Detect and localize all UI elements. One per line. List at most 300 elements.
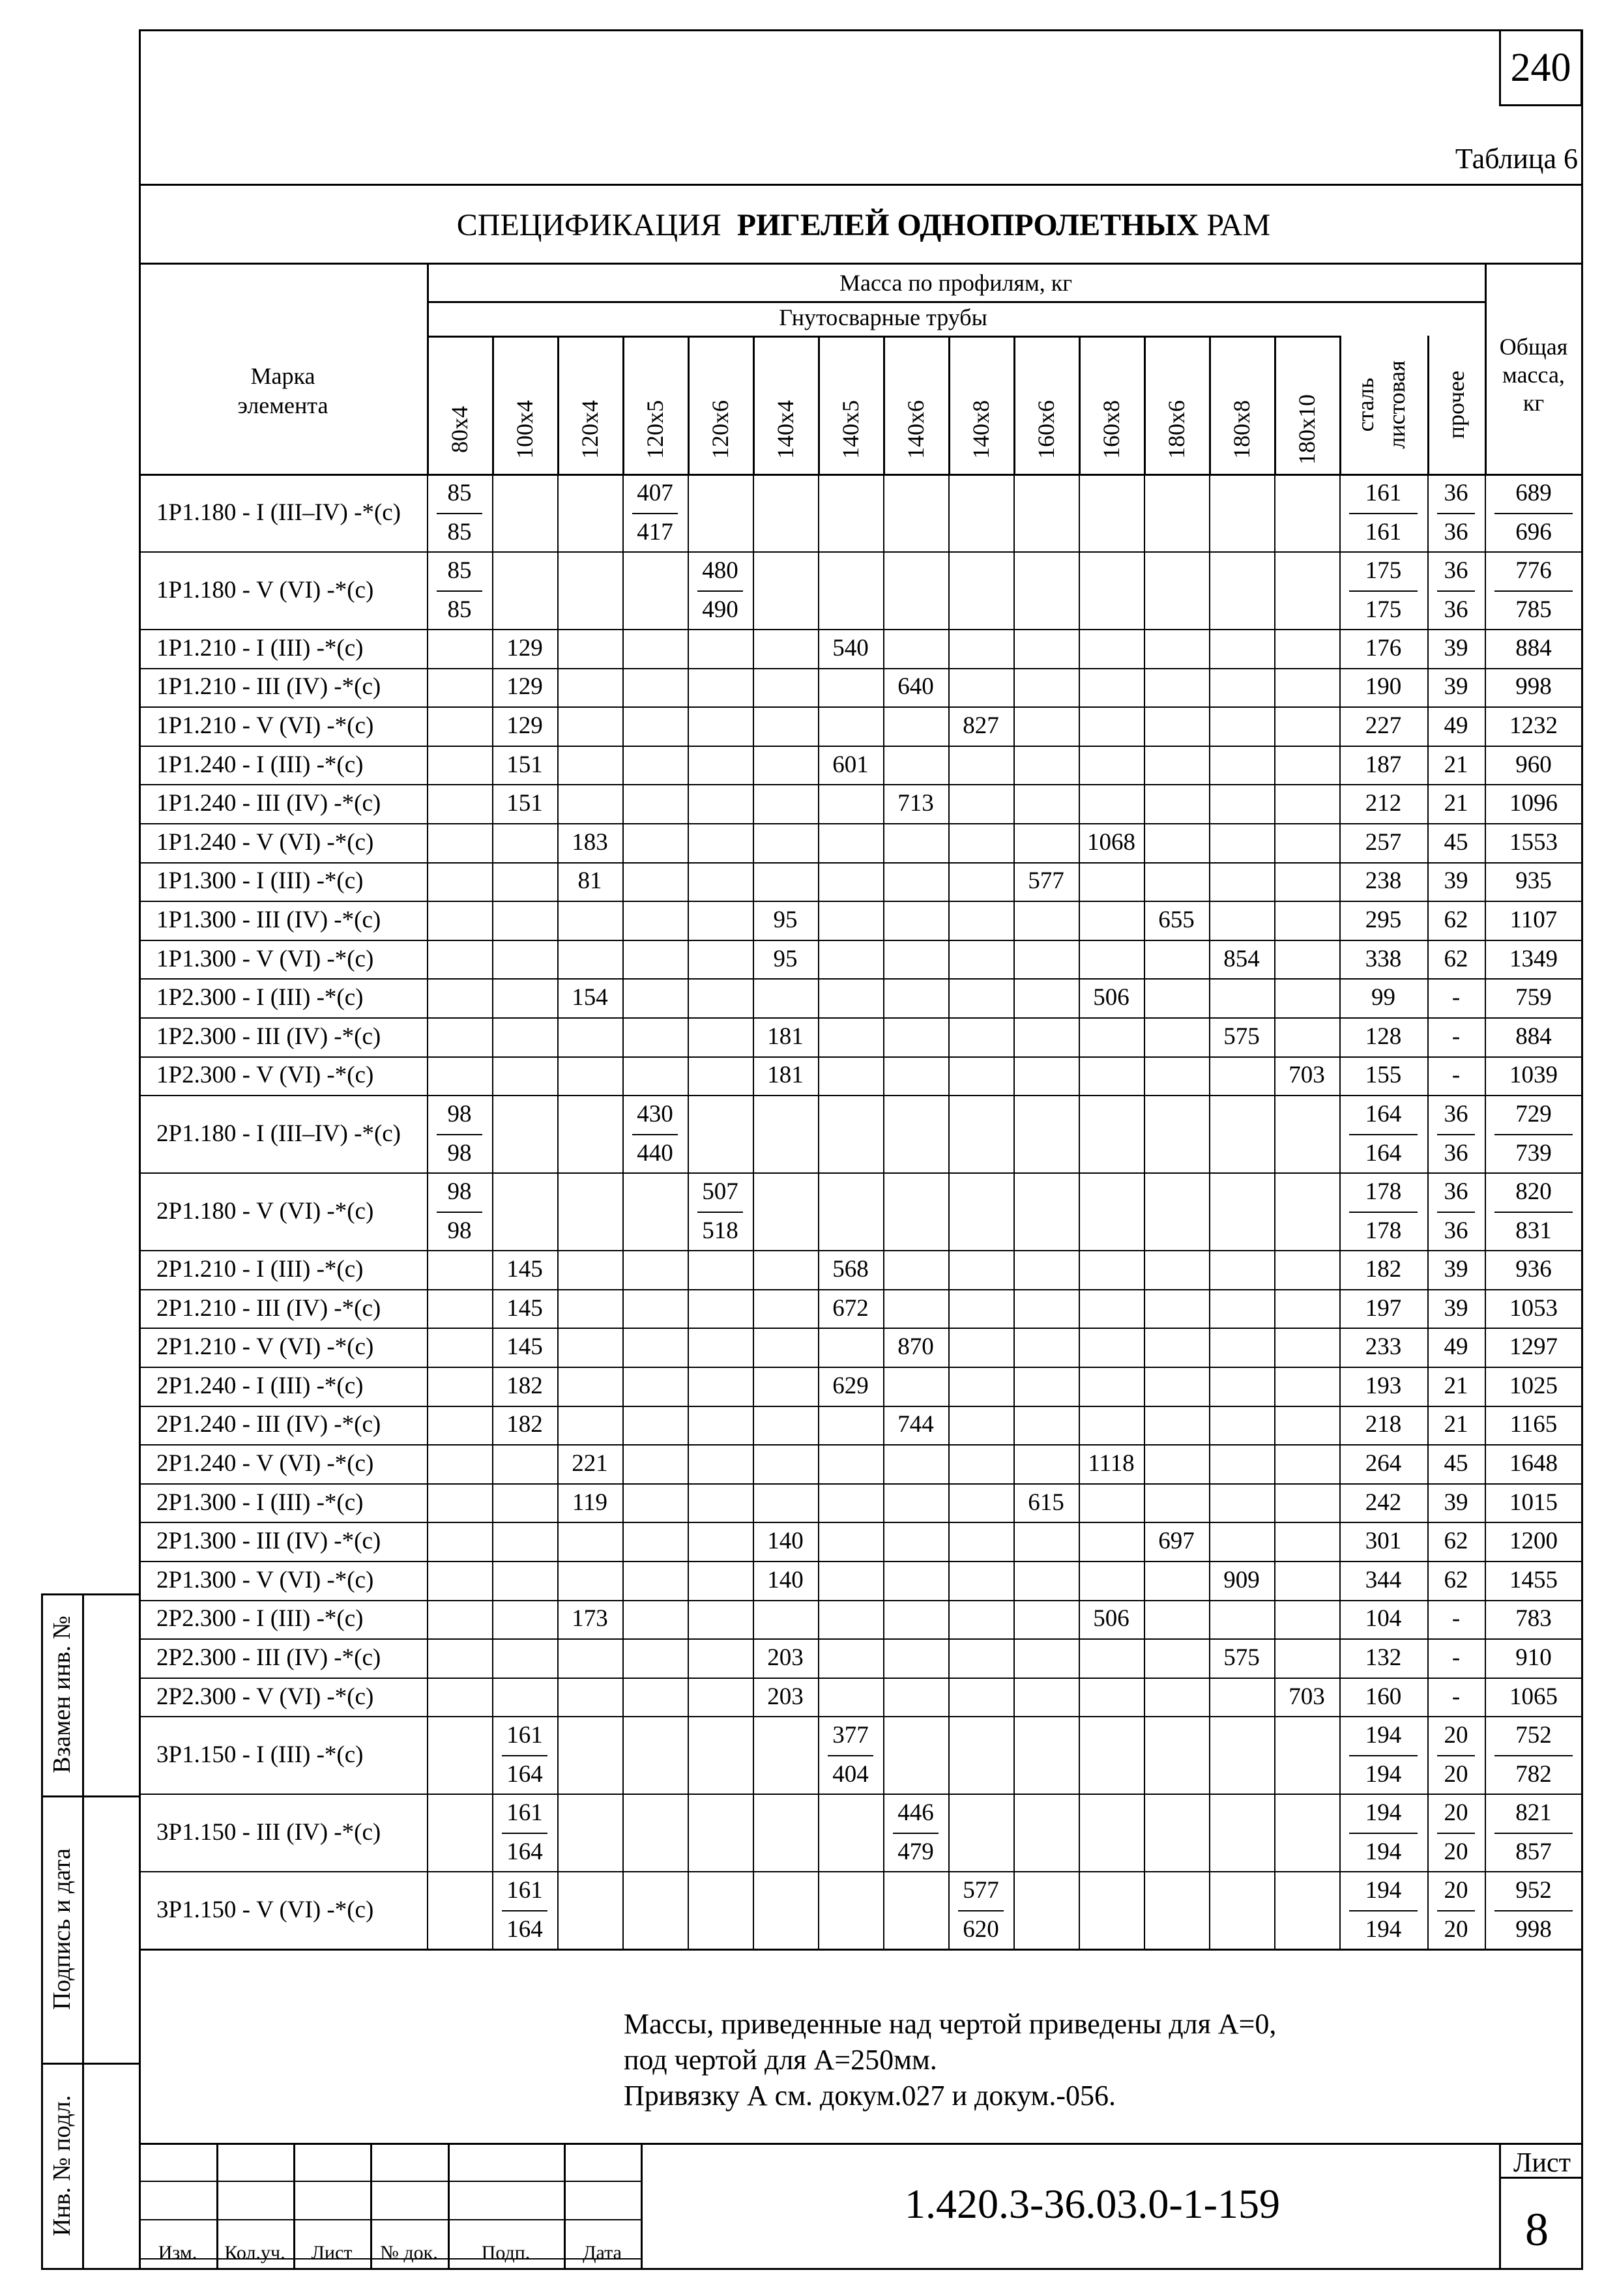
profile-header: 180x10	[1294, 394, 1320, 465]
other-cell: 62	[1444, 945, 1468, 972]
steel-cell: 128	[1365, 1023, 1402, 1050]
fraction-line	[437, 590, 482, 592]
col-rule	[1144, 336, 1146, 474]
total-cell: 910	[1515, 1644, 1552, 1671]
total-cell: 785	[1515, 596, 1552, 623]
fraction-line	[1349, 590, 1418, 592]
col-rule	[1013, 336, 1015, 474]
total-cell: 1025	[1509, 1372, 1558, 1399]
col-rule	[1079, 336, 1081, 474]
stamp-label: Изм.	[158, 2242, 197, 2263]
profile-header: 140x8	[968, 400, 994, 459]
fraction-line	[1494, 1755, 1573, 1756]
row-mark: 2Р1.240 - I (III) -*(с)	[156, 1372, 364, 1399]
fraction-line	[1349, 1833, 1418, 1834]
profile-header: 140x6	[903, 400, 929, 459]
mass-cell: 181	[767, 1023, 804, 1050]
side-rule	[41, 1593, 43, 2269]
steel-cell: 161	[1365, 480, 1402, 506]
mass-header: Масса по профилям, кг	[839, 270, 1073, 296]
mass-cell: 182	[506, 1411, 543, 1438]
side-label: Инв. № подл.	[48, 2095, 76, 2236]
total-cell: 998	[1515, 1916, 1552, 1943]
row-rule	[139, 1328, 1582, 1329]
mass-cell: 601	[832, 751, 869, 778]
mass-cell: 98	[447, 1217, 472, 1244]
mass-cell: 119	[572, 1489, 608, 1516]
row-rule	[139, 668, 1582, 669]
stamp-label: Подп.	[481, 2242, 531, 2263]
total-cell: 1200	[1509, 1528, 1558, 1555]
col-rule	[557, 474, 559, 1949]
mass-cell: 164	[506, 1916, 543, 1943]
row-rule	[139, 823, 1582, 824]
side-label: Подпись и дата	[48, 1848, 76, 2011]
steel-cell: 175	[1365, 596, 1402, 623]
row-rule	[139, 1289, 1582, 1290]
row-mark: 1Р1.180 - I (III–IV) -*(с)	[156, 499, 401, 526]
mass-cell: 145	[506, 1294, 543, 1322]
mass-cell: 640	[897, 673, 934, 701]
steel-cell: 194	[1365, 1877, 1402, 1904]
row-rule	[139, 1172, 1582, 1174]
steel-cell: 301	[1365, 1528, 1402, 1555]
other-cell: 36	[1444, 1101, 1468, 1128]
stamp-label: Дата	[583, 2242, 622, 2263]
row-rule	[139, 1522, 1582, 1523]
mass-cell: 703	[1289, 1062, 1325, 1089]
title-top-line	[139, 184, 1583, 186]
stamp-rule	[139, 2143, 141, 2268]
mass-cell: 446	[897, 1799, 934, 1827]
stamp-rule	[448, 2143, 450, 2268]
mass-cell: 575	[1223, 1644, 1260, 1671]
other-header: прочее	[1443, 370, 1469, 439]
steel-cell: 194	[1365, 1916, 1402, 1943]
other-cell: 49	[1444, 712, 1468, 739]
row-mark: 2Р1.180 - V (VI) -*(с)	[156, 1197, 374, 1225]
profile-header: 120x5	[642, 400, 668, 459]
frame-top	[139, 29, 1583, 31]
steel-cell: 164	[1365, 1139, 1402, 1167]
total-cell: 1648	[1509, 1450, 1558, 1477]
row-mark: 1Р1.240 - I (III) -*(с)	[156, 751, 364, 778]
fraction-line	[1494, 1910, 1573, 1911]
mass-cell: 98	[447, 1139, 472, 1167]
stamp-label: № док.	[380, 2242, 438, 2263]
row-rule	[139, 1367, 1582, 1368]
fraction-line	[1437, 1833, 1475, 1834]
row-mark: 2Р1.240 - V (VI) -*(с)	[156, 1450, 374, 1477]
row-mark: 1Р1.300 - V (VI) -*(с)	[156, 945, 374, 972]
fraction-line	[697, 590, 743, 592]
row-mark: 2Р1.300 - I (III) -*(с)	[156, 1489, 364, 1516]
total-header: кг	[1522, 390, 1545, 416]
row-mark: 1Р1.240 - III (IV) -*(с)	[156, 790, 381, 817]
mass-cell: 85	[447, 480, 472, 506]
total-cell: 935	[1515, 867, 1552, 895]
total-cell: 759	[1515, 984, 1552, 1011]
row-mark: 1Р1.180 - V (VI) -*(с)	[156, 576, 374, 603]
mass-cell: 182	[506, 1372, 543, 1399]
row-mark: 2Р1.210 - V (VI) -*(с)	[156, 1333, 374, 1361]
col-rule	[1274, 336, 1276, 474]
mass-cell: 85	[447, 557, 472, 584]
table-bottom-rule	[139, 1949, 1582, 1951]
mass-cell: 672	[832, 1294, 869, 1322]
fraction-line	[1349, 1134, 1418, 1135]
other-cell: 36	[1444, 1178, 1468, 1206]
fraction-line	[502, 1755, 547, 1756]
steel-cell: 242	[1365, 1489, 1402, 1516]
mass-cell: 129	[506, 634, 543, 661]
fraction-line	[632, 513, 678, 514]
col-rule	[948, 474, 950, 1949]
mass-cell: 95	[773, 945, 798, 972]
steel-cell: 238	[1365, 867, 1402, 895]
total-cell: 729	[1515, 1101, 1552, 1128]
profile-header: 140x5	[838, 400, 864, 459]
row-rule	[139, 1406, 1582, 1407]
stamp-rule	[641, 2143, 643, 2268]
row-rule	[139, 1483, 1582, 1485]
mass-cell: 151	[506, 790, 543, 817]
mass-cell: 203	[767, 1683, 804, 1710]
col-rule	[1013, 474, 1015, 1949]
row-rule	[139, 1716, 1582, 1717]
other-cell: -	[1451, 1023, 1461, 1050]
mass-cell: 713	[897, 790, 934, 817]
other-cell: 21	[1444, 790, 1468, 817]
total-cell: 1096	[1509, 790, 1558, 817]
row-rule	[139, 1561, 1582, 1562]
profile-header: 180x6	[1163, 400, 1189, 459]
profile-header: 180x8	[1229, 400, 1255, 459]
total-cell: 1553	[1509, 828, 1558, 856]
col-rule	[1427, 474, 1429, 1949]
other-cell: -	[1451, 1062, 1461, 1089]
fraction-line	[1494, 513, 1573, 514]
mass-cell: 430	[637, 1101, 673, 1128]
stamp-rule	[564, 2143, 566, 2268]
steel-cell: 178	[1365, 1217, 1402, 1244]
note-line: Привязку А см. докум.027 и докум.-056.	[624, 2080, 1116, 2112]
mass-cell: 129	[506, 712, 543, 739]
fraction-line	[1437, 1910, 1475, 1911]
other-cell: 36	[1444, 1217, 1468, 1244]
fraction-line	[958, 1910, 1004, 1911]
row-rule	[139, 1095, 1582, 1096]
total-cell: 820	[1515, 1178, 1552, 1206]
mass-cell: 655	[1158, 907, 1195, 933]
fraction-line	[1494, 1134, 1573, 1135]
mass-cell: 407	[637, 480, 673, 506]
col-rule	[1079, 474, 1080, 1949]
row-mark: 2Р2.300 - V (VI) -*(с)	[156, 1683, 374, 1710]
steel-cell: 218	[1365, 1411, 1402, 1438]
other-cell: 20	[1444, 1761, 1468, 1788]
steel-cell: 161	[1365, 518, 1402, 545]
total-cell: 1065	[1509, 1683, 1558, 1710]
other-cell: -	[1451, 984, 1461, 1011]
total-cell: 739	[1515, 1139, 1552, 1167]
mass-cell: 615	[1028, 1489, 1064, 1516]
row-rule	[139, 1056, 1582, 1058]
stamp-label: Лист	[311, 2242, 353, 2263]
row-mark: 3Р1.150 - III (IV) -*(с)	[156, 1818, 381, 1846]
mass-cell: 697	[1158, 1528, 1195, 1555]
row-mark: 2Р2.300 - III (IV) -*(с)	[156, 1644, 381, 1671]
fraction-line	[437, 1134, 482, 1135]
mass-cell: 140	[767, 1528, 804, 1555]
steel-cell: 160	[1365, 1683, 1402, 1710]
other-cell: 36	[1444, 557, 1468, 584]
steel-cell: 99	[1371, 984, 1395, 1011]
fraction-line	[1437, 1755, 1475, 1756]
other-cell: 49	[1444, 1333, 1468, 1361]
col-rule	[1339, 336, 1341, 474]
fraction-line	[502, 1833, 547, 1834]
steel-cell: 178	[1365, 1178, 1402, 1206]
row-rule	[139, 746, 1582, 747]
fraction-line	[1494, 1212, 1573, 1213]
fraction-line	[1349, 1212, 1418, 1213]
row-rule	[139, 978, 1582, 980]
row-mark: 1Р1.300 - I (III) -*(с)	[156, 867, 364, 895]
total-cell: 752	[1515, 1722, 1552, 1749]
other-cell: 36	[1444, 480, 1468, 506]
mass-cell: 151	[506, 751, 543, 778]
row-rule	[139, 940, 1582, 941]
fraction-line	[1494, 590, 1573, 592]
other-cell: 39	[1444, 634, 1468, 661]
stamp-rule	[1499, 2143, 1501, 2268]
row-rule	[139, 551, 1582, 553]
steel-cell: 155	[1365, 1062, 1402, 1089]
fraction-line	[1349, 1910, 1418, 1911]
other-cell: 21	[1444, 1372, 1468, 1399]
steel-cell: 164	[1365, 1101, 1402, 1128]
col-rule	[1209, 474, 1210, 1949]
profile-header: 120x6	[707, 400, 733, 459]
mass-cell: 173	[572, 1605, 608, 1633]
steel-cell: 104	[1365, 1605, 1402, 1633]
other-cell: 36	[1444, 518, 1468, 545]
mass-cell: 377	[832, 1722, 869, 1749]
mass-cell: 909	[1223, 1566, 1260, 1593]
other-cell: 20	[1444, 1722, 1468, 1749]
col-rule	[1144, 474, 1145, 1949]
total-cell: 884	[1515, 1023, 1552, 1050]
mass-cell: 440	[637, 1139, 673, 1167]
mass-cell: 417	[637, 518, 673, 545]
steel-cell: 264	[1365, 1450, 1402, 1477]
row-mark: 3Р1.150 - V (VI) -*(с)	[156, 1896, 374, 1923]
steel-cell: 233	[1365, 1333, 1402, 1361]
steel-cell: 194	[1365, 1761, 1402, 1788]
note-line: под чертой для А=250мм.	[624, 2044, 937, 2076]
page-number: 240	[1499, 29, 1582, 106]
frame-bottom	[41, 2268, 1583, 2270]
other-cell: 20	[1444, 1877, 1468, 1904]
fraction-line	[1437, 590, 1475, 592]
total-cell: 782	[1515, 1761, 1552, 1788]
steel-cell: 187	[1365, 751, 1402, 778]
mass-cell: 145	[506, 1333, 543, 1361]
total-cell: 1107	[1509, 907, 1558, 933]
row-mark: 1Р1.300 - III (IV) -*(с)	[156, 907, 381, 933]
col-rule	[1485, 474, 1486, 1949]
row-rule	[139, 1600, 1582, 1601]
other-cell: -	[1451, 1605, 1461, 1633]
total-cell: 1053	[1509, 1294, 1558, 1322]
mass-cell: 577	[1028, 867, 1064, 895]
row-mark: 2Р1.240 - III (IV) -*(с)	[156, 1411, 381, 1438]
other-cell: 21	[1444, 1411, 1468, 1438]
other-cell: 20	[1444, 1916, 1468, 1943]
profile-header: 160x8	[1098, 400, 1124, 459]
steel-cell: 190	[1365, 673, 1402, 701]
col-rule	[948, 336, 950, 474]
fraction-line	[1349, 513, 1418, 514]
side-label: Взамен инв. №	[48, 1616, 76, 1773]
col-rule	[1209, 336, 1211, 474]
total-cell: 689	[1515, 480, 1552, 506]
steel-cell: 193	[1365, 1372, 1402, 1399]
total-cell: 1349	[1509, 945, 1558, 972]
sheet-number: 8	[1525, 2203, 1549, 2256]
col-rule	[427, 474, 428, 1949]
row-mark: 3Р1.150 - I (III) -*(с)	[156, 1741, 364, 1768]
mark-header: Марка	[250, 363, 315, 389]
row-rule	[139, 1444, 1582, 1446]
steel-header: листовая	[1383, 360, 1410, 449]
other-cell: 39	[1444, 1489, 1468, 1516]
steel-cell: 176	[1365, 634, 1402, 661]
sheet-label: Лист	[1513, 2148, 1571, 2178]
row-mark: 2Р1.300 - III (IV) -*(с)	[156, 1528, 381, 1555]
row-mark: 2Р1.300 - V (VI) -*(с)	[156, 1566, 374, 1593]
steel-cell: 212	[1365, 790, 1402, 817]
stamp-rule	[370, 2143, 372, 2268]
mass-cell: 404	[832, 1761, 869, 1788]
mass-cell: 181	[767, 1062, 804, 1089]
mass-cell: 85	[447, 596, 472, 623]
row-mark: 1Р1.210 - III (IV) -*(с)	[156, 673, 381, 701]
other-cell: -	[1451, 1683, 1461, 1710]
fraction-line	[632, 1134, 678, 1135]
profile-header: 100x4	[512, 400, 538, 459]
other-cell: 45	[1444, 828, 1468, 856]
steel-cell: 344	[1365, 1566, 1402, 1593]
steel-cell: 197	[1365, 1294, 1402, 1322]
row-rule	[139, 1871, 1582, 1872]
col-rule	[883, 474, 884, 1949]
total-header: Общая	[1499, 334, 1568, 360]
stamp-rule	[216, 2143, 218, 2268]
mass-cell: 161	[506, 1799, 543, 1827]
mass-cell: 506	[1093, 1605, 1129, 1633]
mass-cell: 164	[506, 1838, 543, 1865]
col-rule	[688, 474, 689, 1949]
col-rule	[883, 336, 885, 474]
col-rule	[557, 336, 559, 474]
fraction-line	[437, 1212, 482, 1213]
steel-cell: 194	[1365, 1722, 1402, 1749]
mass-cell: 620	[963, 1916, 999, 1943]
row-mark: 1Р1.210 - V (VI) -*(с)	[156, 712, 374, 739]
table-title: СПЕЦИФИКАЦИЯ РИГЕЛЕЙ ОДНОПРОЛЕТНЫХ РАМ	[456, 208, 1271, 242]
total-cell: 960	[1515, 751, 1552, 778]
mass-cell: 183	[572, 828, 608, 856]
mass-cell: 703	[1289, 1683, 1325, 1710]
row-rule	[139, 1678, 1582, 1679]
row-rule	[139, 1794, 1582, 1795]
total-cell: 1015	[1509, 1489, 1558, 1516]
mass-cell: 854	[1223, 945, 1260, 972]
other-cell: 20	[1444, 1799, 1468, 1827]
row-mark: 2Р1.210 - I (III) -*(с)	[156, 1256, 364, 1283]
row-rule	[139, 862, 1582, 864]
col-rule	[1274, 474, 1275, 1949]
mass-cell: 506	[1093, 984, 1129, 1011]
mass-cell: 870	[897, 1333, 934, 1361]
col-rule	[753, 474, 754, 1949]
other-cell: 45	[1444, 1450, 1468, 1477]
fraction-line	[1437, 1134, 1475, 1135]
total-cell: 696	[1515, 518, 1552, 545]
row-rule	[139, 1638, 1582, 1640]
mass-cell: 81	[577, 867, 602, 895]
title-bottom-line	[139, 263, 1583, 265]
col-rule	[818, 336, 820, 474]
mass-cell: 540	[832, 634, 869, 661]
other-cell: -	[1451, 1644, 1461, 1671]
stamp-rule	[293, 2143, 295, 2268]
steel-cell: 175	[1365, 557, 1402, 584]
other-cell: 62	[1444, 1566, 1468, 1593]
fraction-line	[1494, 1833, 1573, 1834]
mass-cell: 480	[702, 557, 738, 584]
mass-cell: 575	[1223, 1023, 1260, 1050]
steel-header: сталь	[1352, 377, 1378, 432]
col-rule	[753, 336, 755, 474]
row-mark: 1Р2.300 - III (IV) -*(с)	[156, 1023, 381, 1050]
other-cell: 36	[1444, 596, 1468, 623]
mark-header: элемента	[237, 392, 328, 418]
mass-cell: 161	[506, 1877, 543, 1904]
fraction-line	[828, 1755, 873, 1756]
mass-cell: 161	[506, 1722, 543, 1749]
side-rule	[82, 1593, 84, 2269]
mass-cell: 744	[897, 1411, 934, 1438]
row-rule	[139, 901, 1582, 902]
table-label: Таблица 6	[1455, 143, 1578, 175]
mass-cell: 490	[702, 596, 738, 623]
total-cell: 1232	[1509, 712, 1558, 739]
total-cell: 952	[1515, 1877, 1552, 1904]
mass-cell: 629	[832, 1372, 869, 1399]
steel-cell: 182	[1365, 1256, 1402, 1283]
steel-cell: 257	[1365, 828, 1402, 856]
fraction-line	[1437, 513, 1475, 514]
col-rule	[492, 474, 493, 1949]
mass-cell: 221	[572, 1450, 608, 1477]
total-cell: 1455	[1509, 1566, 1558, 1593]
other-cell: 39	[1444, 1256, 1468, 1283]
note-line: Массы, приведенные над чертой приведены для А=0,	[624, 2008, 1277, 2040]
fraction-line	[1437, 1212, 1475, 1213]
